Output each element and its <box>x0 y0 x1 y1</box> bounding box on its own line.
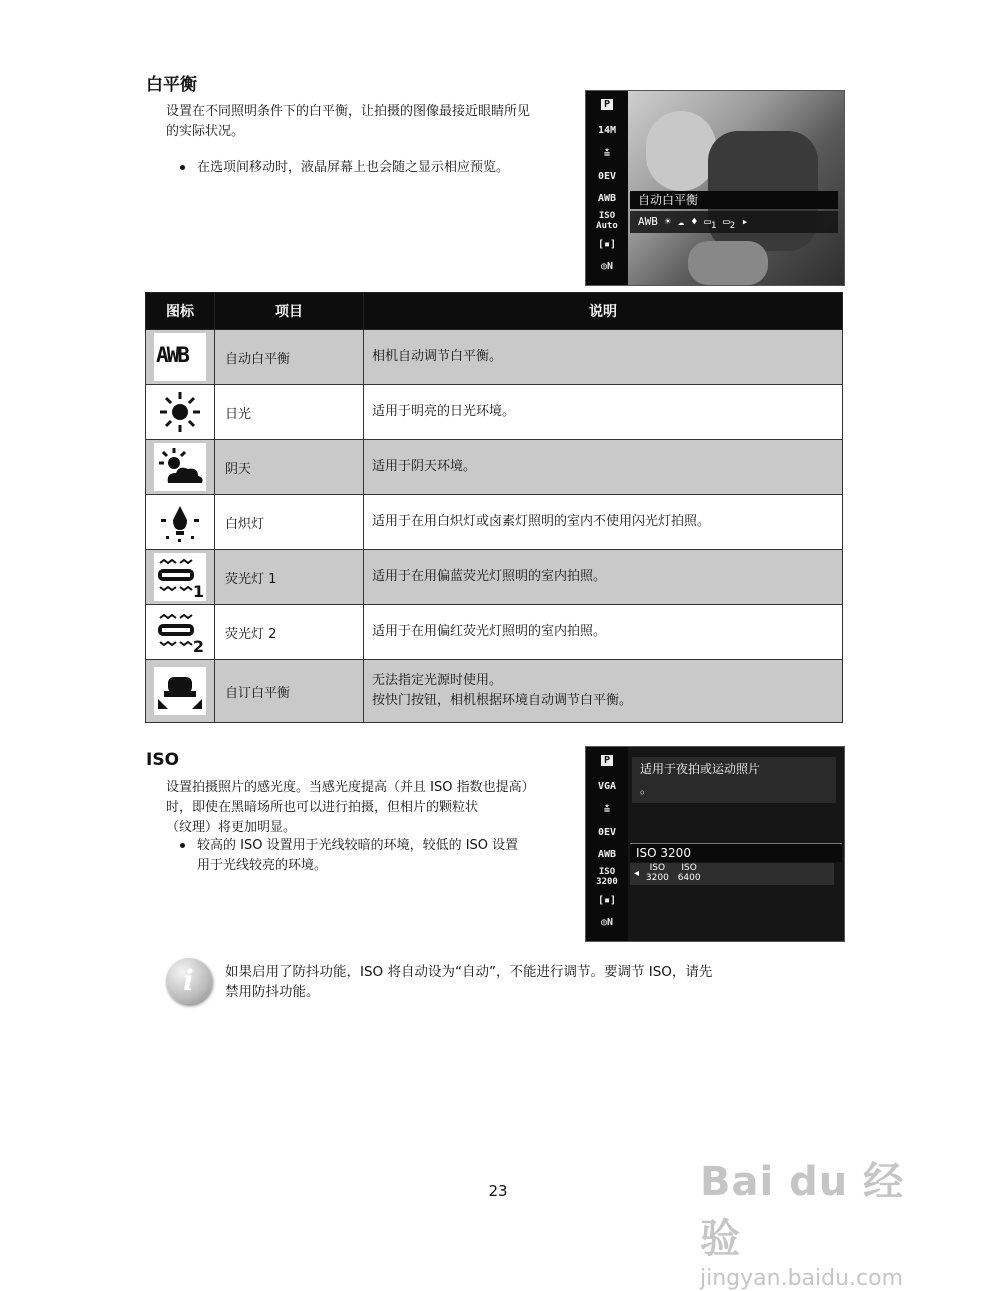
note-line2: 禁用防抖功能。 <box>225 984 320 1000</box>
row-desc <box>364 660 843 723</box>
info-icon: i <box>166 958 212 1004</box>
header-item: 项目 <box>215 293 364 330</box>
wb-intro-line1: 设置在不同照明条件下的白平衡，让拍摄的图像最接近眼睛所见 <box>166 104 531 119</box>
page-number: 23 <box>488 1182 508 1200</box>
ev-icon[interactable]: 0EV <box>597 827 617 838</box>
wb-table <box>145 292 843 723</box>
wb-heading: 白平衡 <box>146 75 197 95</box>
iso-intro <box>166 778 576 838</box>
iso-camera-screen <box>585 746 845 942</box>
iso-value-icon[interactable]: ISO 3200 <box>596 867 618 887</box>
header-icon: 图标 <box>146 293 215 330</box>
iso-menu-title: ISO 3200 <box>630 843 842 862</box>
note-text <box>225 962 835 1002</box>
row-desc: 相机自动调节白平衡。 <box>364 330 843 385</box>
iso-bullet-line2: 用于光线较亮的环境。 <box>197 858 328 873</box>
wb-bullet <box>180 158 580 178</box>
header-desc: 说明 <box>364 293 843 330</box>
row-desc: 适用于明亮的日光环境。 <box>364 385 843 440</box>
metering-icon[interactable]: [▪] <box>597 239 617 250</box>
iso-option-strip[interactable] <box>630 863 834 885</box>
wb-option-awb[interactable]: AWB <box>638 215 658 228</box>
table-row <box>146 495 843 550</box>
row-desc: 适用于在用白炽灯或卤素灯照明的室内不使用闪光灯拍照。 <box>364 495 843 550</box>
child-face <box>646 111 716 191</box>
row-desc-line2: 按快门按钮，相机根据环境自动调节白平衡。 <box>372 693 633 708</box>
table-row <box>146 605 843 660</box>
row-desc: 适用于在用偏蓝荧光灯照明的室内拍照。 <box>364 550 843 605</box>
table-row <box>146 660 843 723</box>
incandescent-icon <box>154 498 206 546</box>
iso-heading: ISO <box>146 750 180 770</box>
fluorescent1-icon: 1 <box>154 553 206 601</box>
wb-option-bulb-icon[interactable]: ♦ <box>691 215 698 228</box>
row-desc: 适用于在用偏红荧光灯照明的室内拍照。 <box>364 605 843 660</box>
image-size-icon[interactable]: 14M <box>597 125 617 136</box>
wb-option-fluor1-icon[interactable]: $▭_1$ <box>704 215 717 232</box>
quality-icon[interactable]: ≛ <box>603 149 611 160</box>
row-item: 白炽灯 <box>215 495 364 550</box>
sun-icon <box>154 388 206 436</box>
baidu-watermark <box>700 1150 930 1291</box>
wb-option-cloud-icon[interactable]: ☁ <box>677 215 685 228</box>
bullet-dot <box>180 165 185 170</box>
program-mode-icon[interactable]: P <box>591 95 623 115</box>
side-menu <box>586 747 628 941</box>
custom-wb-icon <box>154 667 206 715</box>
ev-icon[interactable]: 0EV <box>597 171 617 182</box>
iso-option-6400[interactable]: ISO 6400 <box>677 863 701 883</box>
wb-menu-title: 自动白平衡 <box>630 191 838 209</box>
metering-icon[interactable]: [▪] <box>597 895 617 906</box>
table-row <box>146 550 843 605</box>
bullet-dot <box>180 843 185 848</box>
awb-menu-icon[interactable]: AWB <box>597 193 617 204</box>
toy-shape <box>688 241 768 285</box>
watermark-brand: Bai du 经验 <box>700 1159 905 1262</box>
side-menu <box>586 91 628 285</box>
watermark-url: jingyan.baidu.com <box>700 1266 904 1291</box>
iso-hint-box <box>632 757 836 803</box>
wb-option-sun-icon[interactable]: ☀ <box>664 215 672 228</box>
wb-bullet-text: 在选项间移动时，液晶屏幕上也会随之显示相应预览。 <box>197 160 510 175</box>
note-line1: 如果启用了防抖功能，ISO 将自动设为“自动”，不能进行调节。要调节 ISO，请先 <box>225 964 713 980</box>
wb-intro <box>166 102 576 142</box>
wb-option-strip[interactable] <box>630 211 838 233</box>
color-mode-icon[interactable]: ◎N <box>600 261 614 272</box>
row-desc: 适用于阴天环境。 <box>364 440 843 495</box>
row-item: 日光 <box>215 385 364 440</box>
wb-camera-screen <box>585 90 845 286</box>
program-mode-icon[interactable]: P <box>591 751 623 771</box>
scroll-right-icon[interactable]: ▸ <box>741 215 749 228</box>
iso-intro-line1: 设置拍摄照片的感光度。当感光度提高（并且 ISO 指数也提高） <box>166 780 535 795</box>
row-item: 荧光灯 2 <box>215 605 364 660</box>
row-item: 自动白平衡 <box>215 330 364 385</box>
iso-hint-line1: 适用于夜拍或运动照片 <box>640 762 761 776</box>
iso-bullet <box>180 836 580 876</box>
cloudy-icon <box>154 443 206 491</box>
table-row <box>146 385 843 440</box>
table-row <box>146 330 843 385</box>
awb-icon: AWB <box>154 333 206 381</box>
iso-bullet-line1: 较高的 ISO 设置用于光线较暗的环境，较低的 ISO 设置 <box>197 838 519 853</box>
wb-table-header <box>146 293 843 330</box>
wb-intro-line2: 的实际状况。 <box>166 124 245 139</box>
row-item: 阴天 <box>215 440 364 495</box>
iso-intro-line2: 时，即使在黑暗场所也可以进行拍摄，但相片的颗粒状 <box>166 800 479 815</box>
table-row <box>146 440 843 495</box>
quality-icon[interactable]: ≛ <box>603 805 611 816</box>
iso-hint-line2: 。 <box>640 782 653 796</box>
row-item: 自订白平衡 <box>215 660 364 723</box>
awb-menu-icon[interactable]: AWB <box>597 849 617 860</box>
image-size-icon[interactable]: VGA <box>597 781 617 792</box>
iso-option-3200[interactable]: ISO 3200 <box>645 863 669 883</box>
row-desc-line1: 无法指定光源时使用。 <box>372 673 503 688</box>
row-item: 荧光灯 1 <box>215 550 364 605</box>
iso-auto-icon[interactable]: ISO Auto <box>596 211 618 231</box>
wb-option-fluor2-icon[interactable]: $▭_2$ <box>723 215 736 232</box>
iso-intro-line3: （纹理）将更加明显。 <box>166 820 297 835</box>
color-mode-icon[interactable]: ◎N <box>600 917 614 928</box>
scroll-left-icon[interactable]: ◂ <box>634 868 640 879</box>
preview-photo <box>628 91 844 285</box>
fluorescent2-icon: 2 <box>154 608 206 656</box>
